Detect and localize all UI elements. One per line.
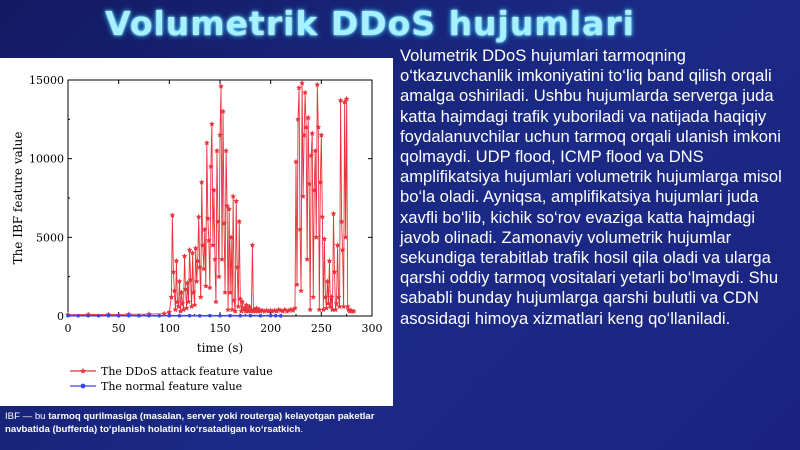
y-tick-label: 10000 <box>29 152 64 166</box>
normal-point <box>168 314 172 318</box>
series-line-ddos-attack <box>68 83 354 315</box>
ddos-attack-point <box>219 84 224 89</box>
normal-point <box>218 314 222 318</box>
normal-point <box>97 314 101 318</box>
figure-caption <box>5 410 385 436</box>
ddos-attack-point <box>174 258 179 263</box>
normal-point <box>238 314 242 318</box>
normal-point <box>188 314 192 318</box>
normal-point <box>269 314 273 318</box>
normal-point <box>86 314 90 318</box>
ddos-attack-point <box>226 307 231 312</box>
normal-point <box>137 314 141 318</box>
normal-point <box>107 314 111 318</box>
y-tick-label: 5000 <box>36 231 64 245</box>
ddos-attack-point <box>214 148 219 153</box>
ddos-attack-point <box>167 309 172 314</box>
ddos-attack-point <box>213 299 218 304</box>
ddos-attack-point <box>310 131 315 136</box>
y-axis-label: The IBF feature value <box>11 131 25 265</box>
ddos-attack-point <box>204 140 209 145</box>
slide-body-text: Volumetrik DDoS hujumlari tarmoqning o‘tkazuvchanlik imkoniyatini to‘liq band qilish orqali amalga oshiriladi. Ushbu hujumlarda serverga juda katta hajmdagi trafik yuboriladi va natijada haqiqiy foydalanuvchilar uchun tarmoq orqali ulanish imkoni qolmaydi. UDP flood, ICMP flood va DNS amplifikatsiya hujumlari volumetrik hujumlarga misol bo‘la oladi. Ayniqsa, amplifikatsiya hujumlari juda xavfli bo‘lib, kichik so‘rov evaziga katta hajmdagi javob olinadi. Zamonaviy volumetrik hujumlar sekundiga terabitlab trafik hosil qila oladi va ularga qarshi oddiy tarmoq vositalari yetarli bo‘lmaydi. Shu sababli bunday hujumlarga qarshi bulutli va CDN asosidagi himoya xizmatlari keng qo‘llaniladi. <box>400 46 782 328</box>
ddos-attack-point <box>296 117 301 122</box>
ddos-attack-point <box>177 279 182 284</box>
caption-prefix: IBF — bu <box>5 411 49 422</box>
normal-point <box>274 314 278 318</box>
ddos-attack-point <box>338 98 343 103</box>
ddos-attack-point <box>187 247 192 252</box>
legend-label: The DDoS attack feature value <box>101 365 273 378</box>
normal-point <box>198 314 202 318</box>
normal-point <box>147 314 151 318</box>
ddos-attack-point <box>334 301 339 306</box>
slide-title: Volumetrik DDoS hujumlari <box>105 4 635 43</box>
y-tick-label: 15000 <box>29 74 64 87</box>
normal-point <box>279 314 283 318</box>
ddos-attack-point <box>300 81 305 86</box>
ddos-attack-point <box>308 307 313 312</box>
ddos-attack-point <box>345 304 350 309</box>
normal-point <box>157 314 161 318</box>
caption-bold: tarmoq qurilmasiga (masalan, server yoki routerga) kelayotgan paketlar navbatida (bufferda) to‘planish holatini ko‘rsatadigan ko‘rsatkich <box>5 411 375 435</box>
normal-point <box>178 314 182 318</box>
normal-point <box>208 314 212 318</box>
ddos-attack-point <box>196 214 201 219</box>
legend-star-marker <box>80 368 86 374</box>
ddos-attack-point <box>327 258 332 263</box>
normal-point <box>127 314 131 318</box>
ddos-attack-point <box>203 284 208 289</box>
normal-point <box>228 314 232 318</box>
ddos-attack-point <box>303 90 308 95</box>
ddos-attack-point <box>193 246 198 251</box>
ddos-attack-point <box>315 82 320 87</box>
legend-dot-marker <box>81 384 86 389</box>
x-tick-label: 300 <box>361 322 383 335</box>
ddos-attack-point <box>309 153 314 158</box>
ddos-attack-point <box>329 295 334 300</box>
ddos-attack-point <box>223 290 228 295</box>
ddos-attack-point <box>306 115 311 120</box>
x-axis-label: time (s) <box>196 341 244 355</box>
ddos-attack-point <box>217 274 222 279</box>
normal-point <box>259 314 263 318</box>
ddos-attack-point <box>297 85 302 90</box>
ddos-attack-point <box>224 148 229 153</box>
caption-suffix: . <box>300 424 303 435</box>
ddos-attack-point <box>236 304 241 309</box>
x-tick-label: 150 <box>209 322 231 335</box>
ddos-attack-point <box>234 199 239 204</box>
ibf-line-chart <box>0 58 393 406</box>
x-tick-label: 0 <box>64 322 72 335</box>
ddos-attack-point <box>335 243 340 248</box>
ddos-attack-point <box>231 194 236 199</box>
x-tick-label: 250 <box>310 322 332 335</box>
ddos-attack-point <box>305 257 310 262</box>
ddos-attack-point <box>220 257 225 262</box>
ddos-attack-point <box>319 132 324 137</box>
chart-panel <box>0 58 393 406</box>
normal-point <box>117 314 121 318</box>
legend-label: The normal feature value <box>101 380 243 393</box>
x-tick-label: 100 <box>158 322 180 335</box>
ddos-attack-point <box>331 211 336 216</box>
ddos-attack-point <box>250 243 255 248</box>
normal-point <box>76 314 80 318</box>
x-tick-label: 200 <box>260 322 282 335</box>
ddos-attack-point <box>237 219 242 224</box>
ddos-attack-point <box>317 307 322 312</box>
normal-point <box>66 314 70 318</box>
y-tick-label: 0 <box>57 310 64 323</box>
ddos-attack-point <box>198 295 203 300</box>
ddos-attack-point <box>341 304 346 309</box>
ddos-attack-point <box>311 295 316 300</box>
ddos-attack-point <box>320 214 325 219</box>
ddos-attack-point <box>169 295 174 300</box>
ddos-attack-point <box>170 213 175 218</box>
ddos-attack-point <box>207 285 212 290</box>
ddos-attack-point <box>199 180 204 185</box>
ddos-attack-point <box>299 288 304 293</box>
normal-point <box>249 314 253 318</box>
ddos-attack-point <box>209 121 214 126</box>
ddos-attack-point <box>182 254 187 259</box>
ddos-attack-point <box>314 235 319 240</box>
x-tick-label: 50 <box>111 322 126 335</box>
